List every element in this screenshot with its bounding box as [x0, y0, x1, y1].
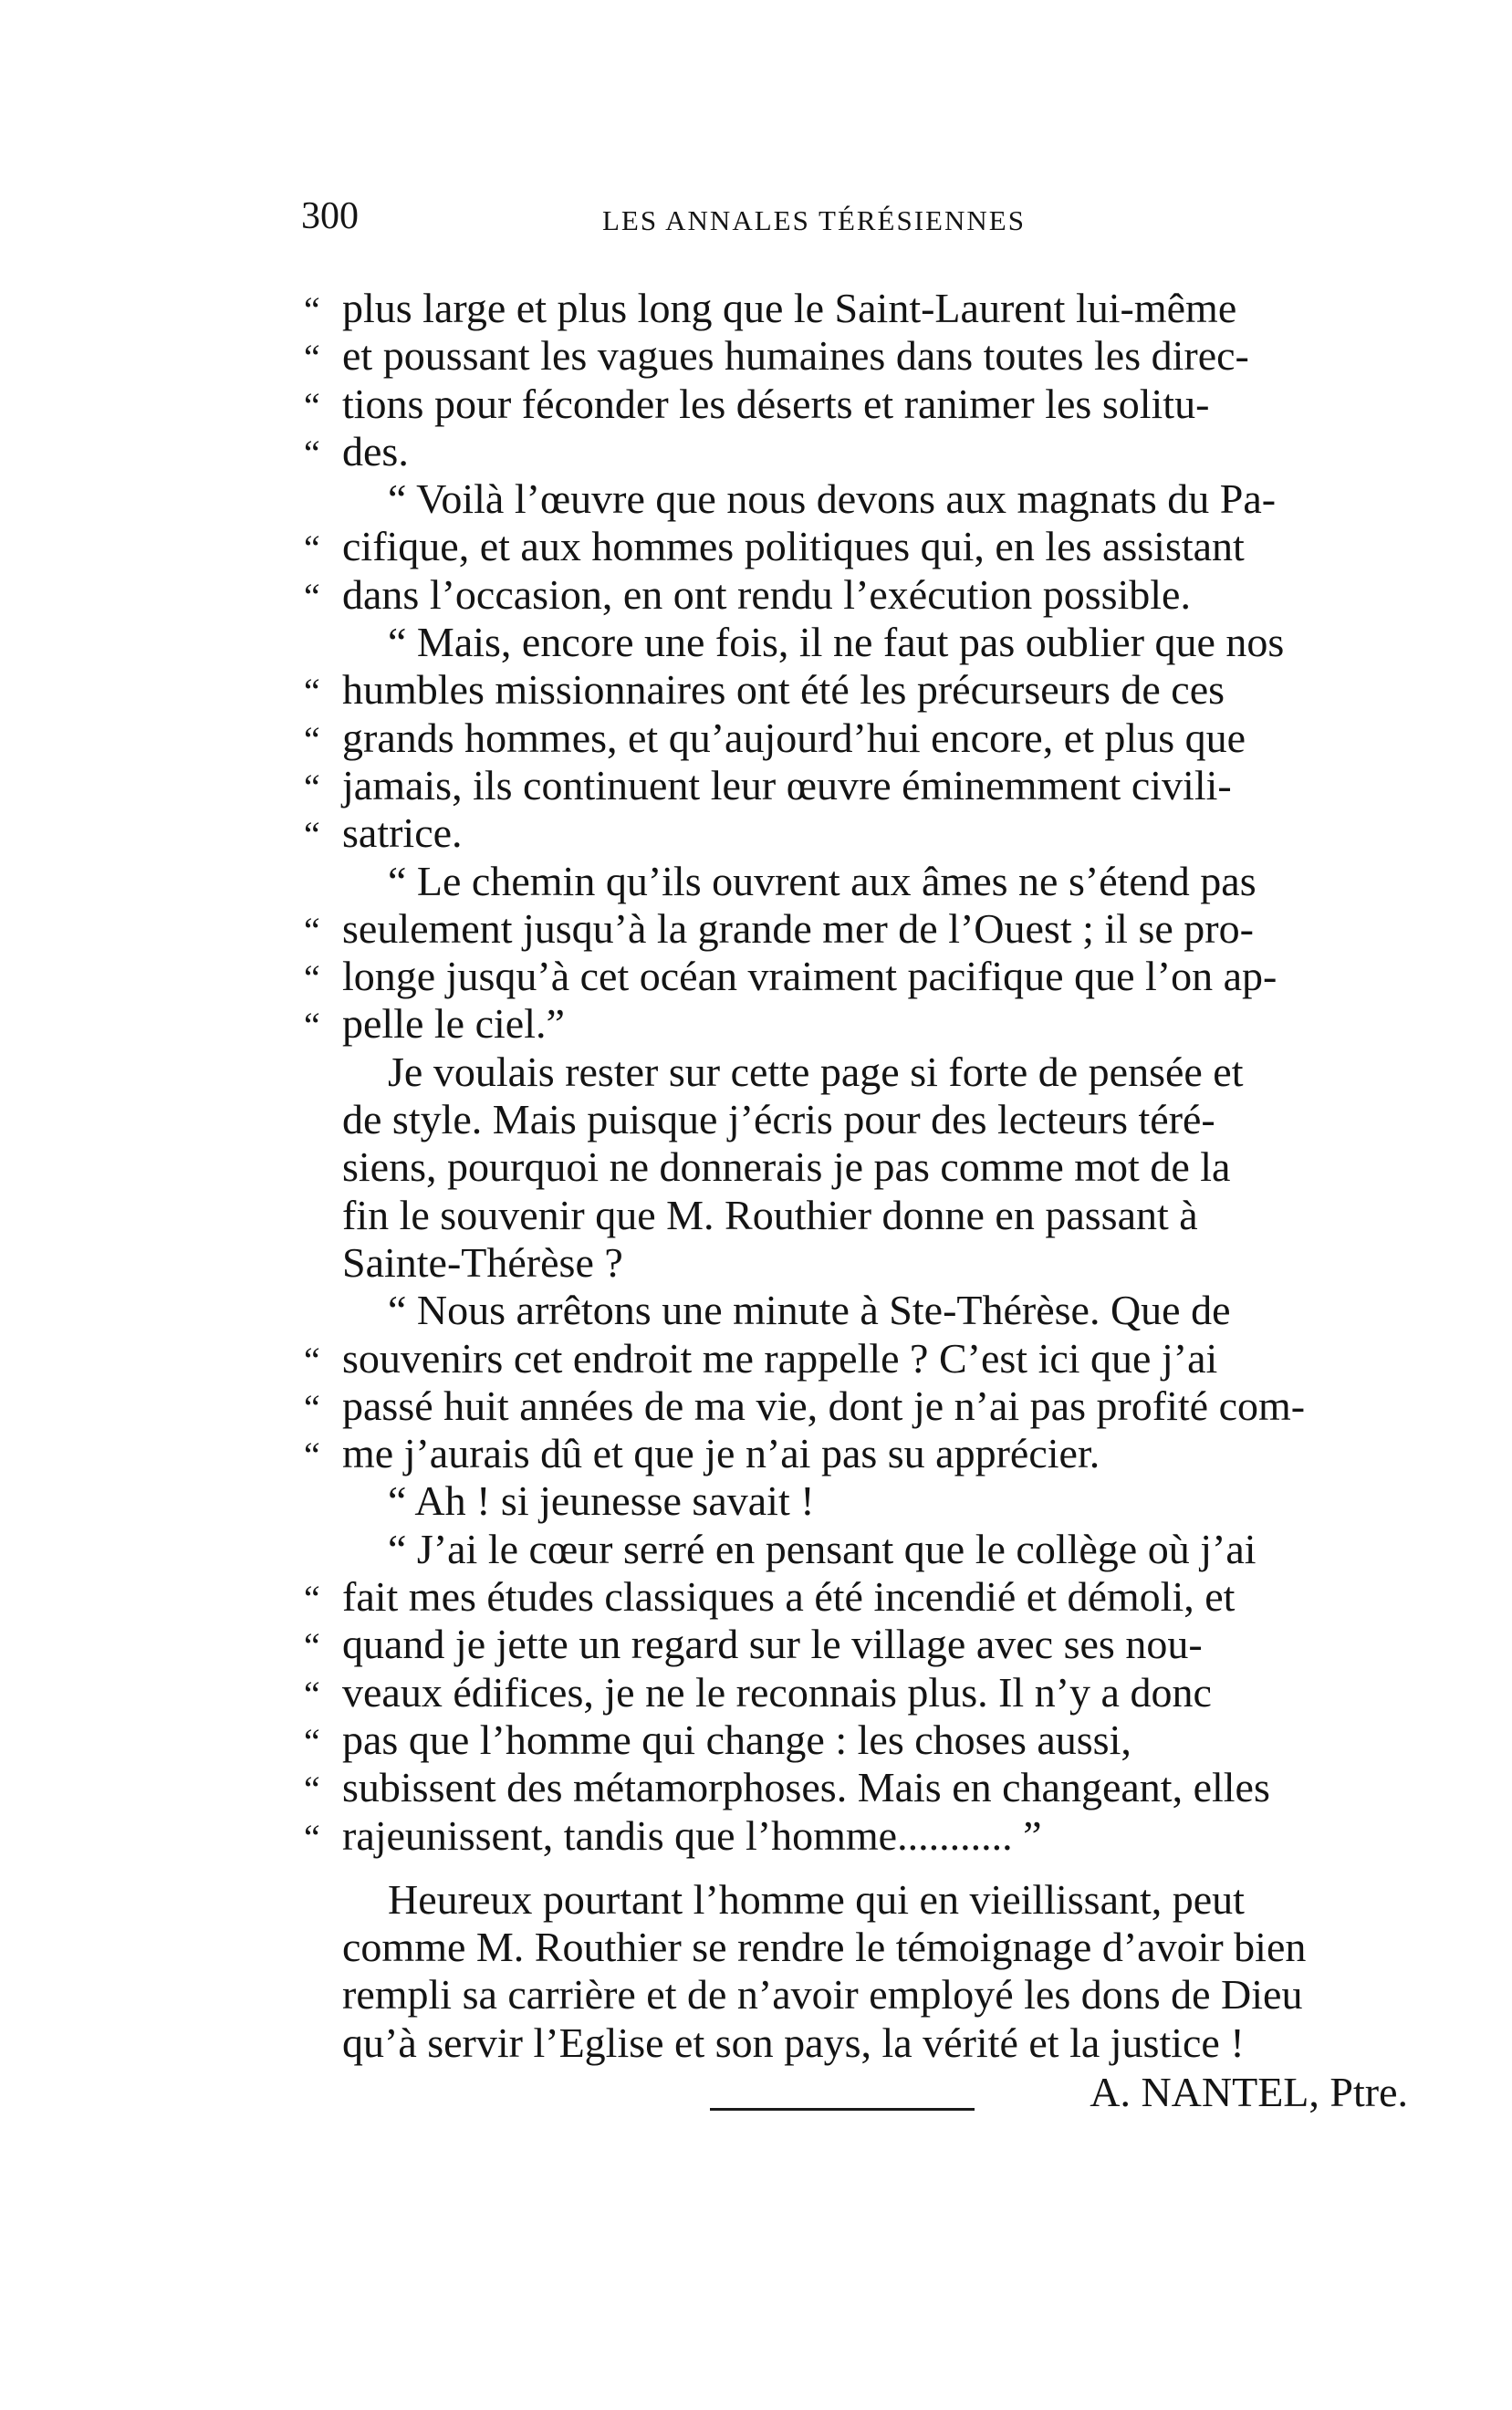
line-text: “ J’ai le cœur serré en pensant que le collège où j’ai: [388, 1525, 1257, 1572]
text-line: [304, 428, 1426, 475]
text-line: [304, 715, 1426, 762]
text-line: [304, 1526, 1426, 1573]
page-header: [301, 193, 1122, 248]
text-line: [304, 666, 1426, 714]
line-text: “ Ah ! si jeunesse savait !: [388, 1477, 815, 1525]
line-text: fin le souvenir que M. Routhier donne en passant à: [342, 1191, 1198, 1238]
quote-mark: “: [304, 1339, 320, 1381]
text-line: [304, 1239, 1426, 1287]
text-line: [304, 1382, 1426, 1430]
quote-mark: “: [304, 1386, 320, 1428]
text-line: [304, 953, 1426, 1000]
text-line: [304, 1477, 1426, 1525]
quote-mark: “: [304, 1816, 320, 1858]
line-text: siens, pourquoi ne donnerais je pas comme mot de la: [342, 1143, 1231, 1191]
quote-mark: “: [304, 1435, 320, 1476]
text-line: [304, 1430, 1426, 1477]
quote-mark: “: [304, 527, 320, 569]
text-line: [304, 1669, 1426, 1716]
text-line: [304, 475, 1426, 523]
line-text: satrice.: [342, 809, 463, 857]
line-text: longe jusqu’à cet océan vraiment pacifique que l’on ap-: [342, 953, 1277, 1000]
quote-mark: “: [304, 1625, 320, 1667]
quote-mark: “: [304, 384, 320, 426]
line-text: comme M. Routhier se rendre le témoignage d’avoir bien: [342, 1924, 1307, 1971]
line-text: tions pour féconder les déserts et ranimer les solitu-: [342, 380, 1210, 427]
text-line: [304, 332, 1426, 380]
line-text: “ Voilà l’œuvre que nous devons aux magnats du Pa-: [388, 475, 1277, 523]
text-line: [304, 1764, 1426, 1811]
page-number: 300: [301, 195, 359, 237]
line-text: jamais, ils continuent leur œuvre éminemment civili-: [342, 761, 1232, 809]
line-text: me j’aurais dû et que je n’ai pas su apprécier.: [342, 1430, 1100, 1477]
text-line: [304, 762, 1426, 809]
text-line: [304, 2019, 1426, 2067]
line-text: fait mes études classiques a été incendié et démoli, et: [342, 1573, 1236, 1621]
text-line: [304, 1876, 1426, 1924]
quote-mark: “: [304, 671, 320, 713]
text-line: [304, 1971, 1426, 2019]
text-line: [304, 1573, 1426, 1621]
text-line: [304, 1192, 1426, 1239]
quote-mark: “: [304, 909, 320, 951]
text-line: [304, 381, 1426, 428]
line-text: de style. Mais puisque j’écris pour des lecteurs téré-: [342, 1096, 1215, 1143]
quote-mark: “: [304, 718, 320, 760]
text-line: [304, 858, 1426, 905]
line-text: veaux édifices, je ne le reconnais plus. Il n’y a donc: [342, 1668, 1212, 1716]
line-text: grands hommes, et qu’aujourd’hui encore, et plus que: [342, 714, 1246, 761]
text-line: [304, 905, 1426, 953]
line-text: dans l’occasion, en ont rendu l’exécution possible.: [342, 570, 1191, 618]
quote-mark: “: [304, 1005, 320, 1047]
line-text: “ Mais, encore une fois, il ne faut pas oublier que nos: [388, 619, 1285, 666]
body-text: [304, 285, 1426, 2118]
quote-mark: “: [304, 1578, 320, 1620]
line-text: seulement jusqu’à la grande mer de l’Ouest ; il se pro-: [342, 904, 1254, 952]
text-line: [304, 285, 1426, 332]
line-text: rajeunissent, tandis que l’homme........... ”: [342, 1811, 1042, 1859]
quote-mark: “: [304, 814, 320, 856]
line-text: Je voulais rester sur cette page si forte de pensée et: [388, 1048, 1244, 1095]
text-line: [304, 1096, 1426, 1143]
paragraph-gap: [304, 1860, 1426, 1876]
quote-mark: “: [304, 766, 320, 808]
quote-mark: “: [304, 575, 320, 617]
quote-mark: “: [304, 1768, 320, 1810]
line-text: cifique, et aux hommes politiques qui, en les assistant: [342, 523, 1245, 570]
text-line: [304, 1924, 1426, 1971]
quote-mark: “: [304, 289, 320, 330]
text-line: [304, 571, 1426, 619]
line-text: et poussant les vagues humaines dans toutes les direc-: [342, 332, 1249, 380]
line-text: des.: [342, 427, 409, 475]
text-line: [304, 523, 1426, 570]
text-line: [304, 619, 1426, 666]
text-line: [304, 809, 1426, 857]
text-line: [304, 1716, 1426, 1764]
line-text: Heureux pourtant l’homme qui en vieillissant, peut: [388, 1875, 1245, 1923]
signature: A. NANTEL, Ptre.: [1090, 2068, 1408, 2115]
line-text: “ Le chemin qu’ils ouvrent aux âmes ne s’étend pas: [388, 857, 1257, 904]
line-text: qu’à servir l’Eglise et son pays, la vérité et la justice !: [342, 2019, 1245, 2066]
closing-rule: [710, 2108, 975, 2111]
line-text: humbles missionnaires ont été les précurseurs de ces: [342, 666, 1225, 714]
line-text: Sainte-Thérèse ?: [342, 1238, 623, 1286]
quote-mark: “: [304, 337, 320, 379]
line-text: quand je jette un regard sur le village avec ses nou-: [342, 1621, 1203, 1668]
text-line: [304, 1143, 1426, 1191]
text-line: [304, 1287, 1426, 1334]
text-line: [304, 1812, 1426, 1860]
line-text: passé huit années de ma vie, dont je n’ai pas profité com-: [342, 1382, 1306, 1429]
quote-mark: “: [304, 1673, 320, 1715]
line-text: pelle le ciel.”: [342, 1000, 565, 1048]
line-text: pas que l’homme qui change : les choses aussi,: [342, 1716, 1131, 1763]
line-text: subissent des métamorphoses. Mais en changeant, elles: [342, 1764, 1270, 1811]
text-line: [304, 1335, 1426, 1382]
line-text: souvenirs cet endroit me rappelle ? C’est ici que j’ai: [342, 1334, 1218, 1382]
quote-mark: “: [304, 432, 320, 474]
text-line: [304, 1000, 1426, 1048]
text-line: [304, 1049, 1426, 1096]
line-text: “ Nous arrêtons une minute à Ste-Thérèse. Que de: [388, 1287, 1231, 1334]
line-text: plus large et plus long que le Saint-Laurent lui-même: [342, 285, 1237, 331]
line-text: rempli sa carrière et de n’avoir employé les dons de Dieu: [342, 1971, 1303, 2019]
quote-mark: “: [304, 957, 320, 999]
running-title: LES ANNALES TÉRÉSIENNES: [602, 204, 1026, 236]
quote-mark: “: [304, 1720, 320, 1762]
text-line: [304, 1621, 1426, 1668]
